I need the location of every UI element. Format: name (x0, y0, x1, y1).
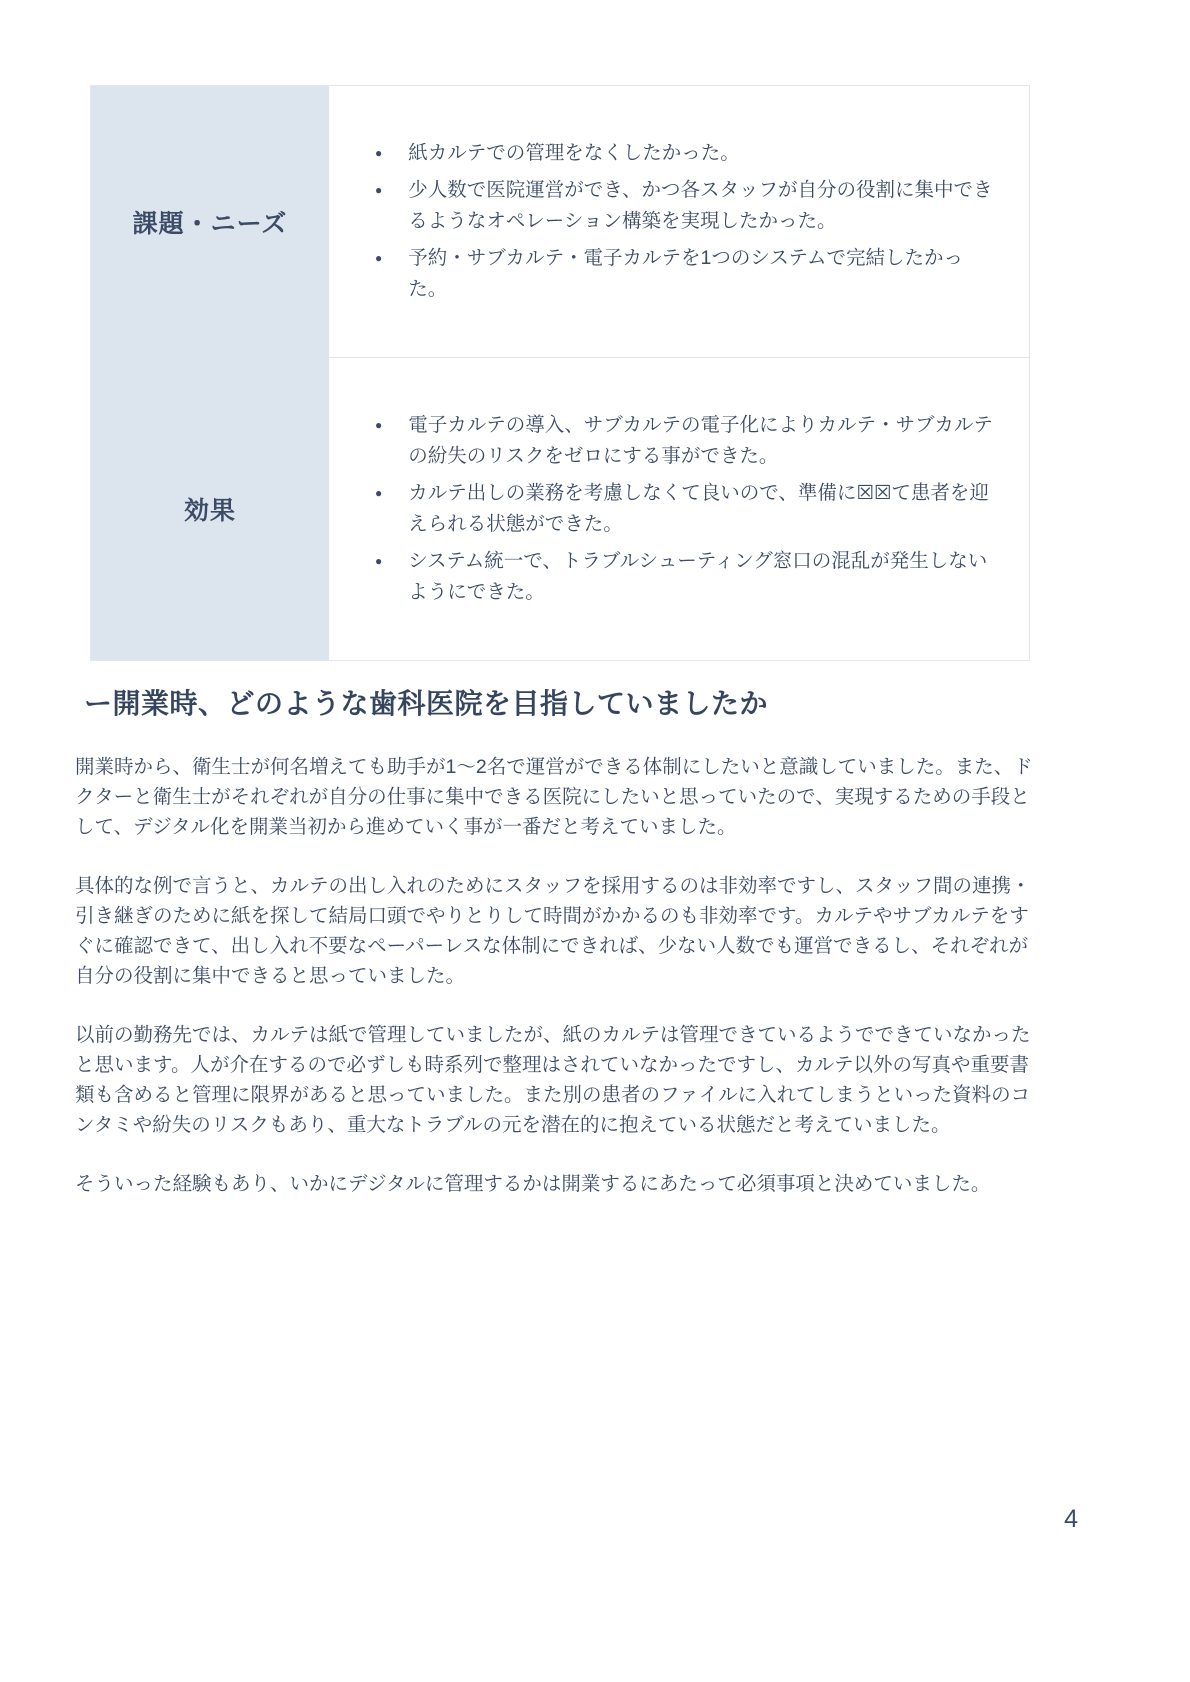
list-item (369, 138, 993, 169)
bullet-text: 予約・サブカルテ・電子カルテを1つのシステムで完結したかった。 (408, 247, 963, 300)
summary-table (90, 85, 1030, 661)
bullet-text: システム統一で、トラブルシューティング窓口の混乱が発生しないようにできた。 (408, 550, 988, 603)
page-number: 4 (1064, 1505, 1078, 1533)
paragraph: そういった経験もあり、いかにデジタルに管理するかは開業するにあたって必須事項と決めていました。 (75, 1173, 991, 1195)
row-header-label: 課題・ニーズ (132, 209, 288, 238)
row-header-effects (91, 357, 329, 660)
bullet-list (369, 410, 993, 608)
row-header-needs (91, 86, 329, 357)
paragraph: 開業時から、衛生士が何名増えても助手が1〜2名で運営ができる体制にしたいと意識していました。また、ドクターと衛生士がそれぞれが自分の仕事に集中できる医院にしたいと思っていたので、実現するための手段として、デジタル化を開業当初から進めていく事が一番だと考えていました。 (75, 756, 1033, 838)
bullet-text: 紙カルテでの管理をなくしたかった。 (408, 142, 740, 164)
body-copy (75, 752, 1037, 1199)
row-body-effects (329, 357, 1029, 660)
row-header-label: 効果 (183, 496, 236, 525)
list-item (369, 243, 993, 305)
paragraph: 具体的な例で言うと、カルテの出し入れのためにスタッフを採用するのは非効率ですし、スタッフ間の連携・引き継ぎのために紙を探して結局口頭でやりとりして時間がかかるのも非効率です。カルテやサブカルテをすぐに確認できて、出し入れ不要なペーパーレスな体制にできれば、少ない人数でも運営できるし、それぞれが自分の役割に集中できると思っていました。 (75, 875, 1031, 987)
bullet-icon: ● (375, 183, 383, 197)
table-row-needs (91, 86, 1029, 357)
list-item (369, 175, 993, 237)
bullet-text: 少人数で医院運営ができ、かつ各スタッフが自分の役割に集中できるようなオペレーション構築を実現したかった。 (408, 179, 993, 232)
paragraph: 以前の勤務先では、カルテは紙で管理していましたが、紙のカルテは管理できているようでできていなかったと思います。人が介在するので必ずしも時系列で整理はされていなかったですし、カルテ以外の写真や重要書類も含めると管理に限界があると思っていました。また別の患者のファイルに入れてしまうといった資料のコンタミや紛失のリスクもあり、重大なトラブルの元を潜在的に抱えている状態だと考えていました。 (75, 1024, 1031, 1136)
bullet-icon: ● (375, 146, 383, 160)
bullet-icon: ● (375, 251, 383, 265)
section-heading: ー開業時、どのような歯科医院を目指していましたか (84, 688, 769, 719)
bullet-list (369, 138, 993, 305)
list-item (369, 546, 993, 608)
table-row-effects (91, 357, 1029, 660)
bullet-icon: ● (375, 418, 383, 432)
bullet-text: 電子カルテの導入、サブカルテの電子化によりカルテ・サブカルテの紛失のリスクをゼロにする事ができた。 (408, 414, 993, 467)
list-item (369, 478, 993, 540)
bullet-text: カルテ出しの業務を考慮しなくて良いので、準備に☒☒て患者を迎えられる状態ができた。 (408, 482, 989, 535)
bullet-icon: ● (375, 486, 383, 500)
bullet-icon: ● (375, 554, 383, 568)
list-item (369, 410, 993, 472)
row-body-needs (329, 86, 1029, 357)
